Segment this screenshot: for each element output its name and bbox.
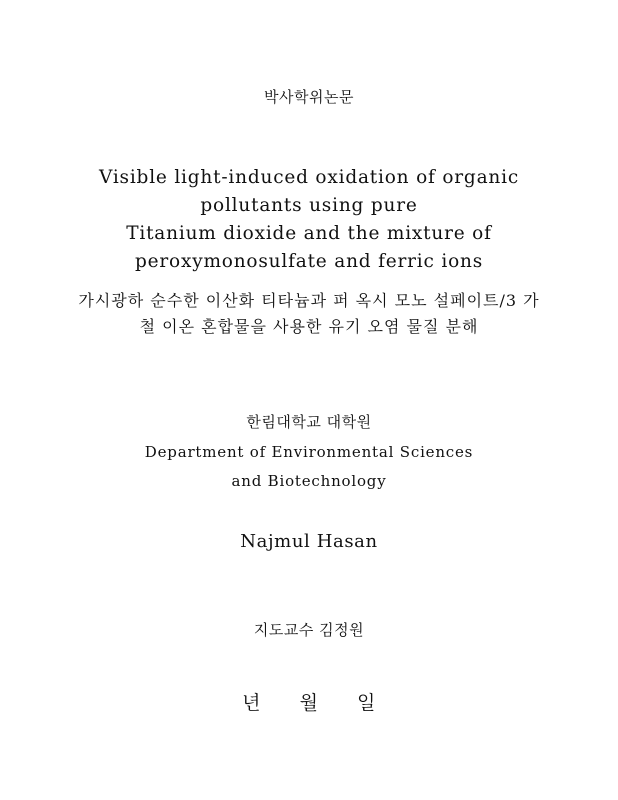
department-line: Department of Environmental Sciences: [144, 443, 474, 461]
university-name: 한림대학교 대학원: [246, 413, 372, 431]
english-title-line: Visible light-induced oxidation of organic: [98, 167, 519, 188]
date-month-label: 월: [299, 692, 319, 714]
english-title-line: peroxymonosulfate and ferric ions: [134, 251, 484, 272]
department-name: [0, 438, 618, 496]
date-year-label: 년: [242, 692, 262, 714]
korean-title: [0, 288, 618, 340]
submission-date: [0, 688, 618, 715]
english-title-line: Titanium dioxide and the mixture of: [126, 223, 492, 244]
thesis-type-label: 박사학위논문: [264, 88, 354, 106]
date-day-label: 일: [356, 692, 376, 714]
author-name: Najmul Hasan: [240, 531, 378, 552]
english-title: [0, 164, 618, 276]
department-line: and Biotechnology: [231, 472, 387, 490]
korean-title-line: 철 이온 혼합물을 사용한 유기 오염 물질 분해: [139, 317, 479, 336]
english-title-line: pollutants using pure: [200, 195, 418, 216]
advisor-name: 지도교수 김정원: [253, 621, 365, 639]
korean-title-line: 가시광하 순수한 이산화 티타늄과 퍼 옥시 모노 설페이트/3 가: [78, 291, 540, 310]
